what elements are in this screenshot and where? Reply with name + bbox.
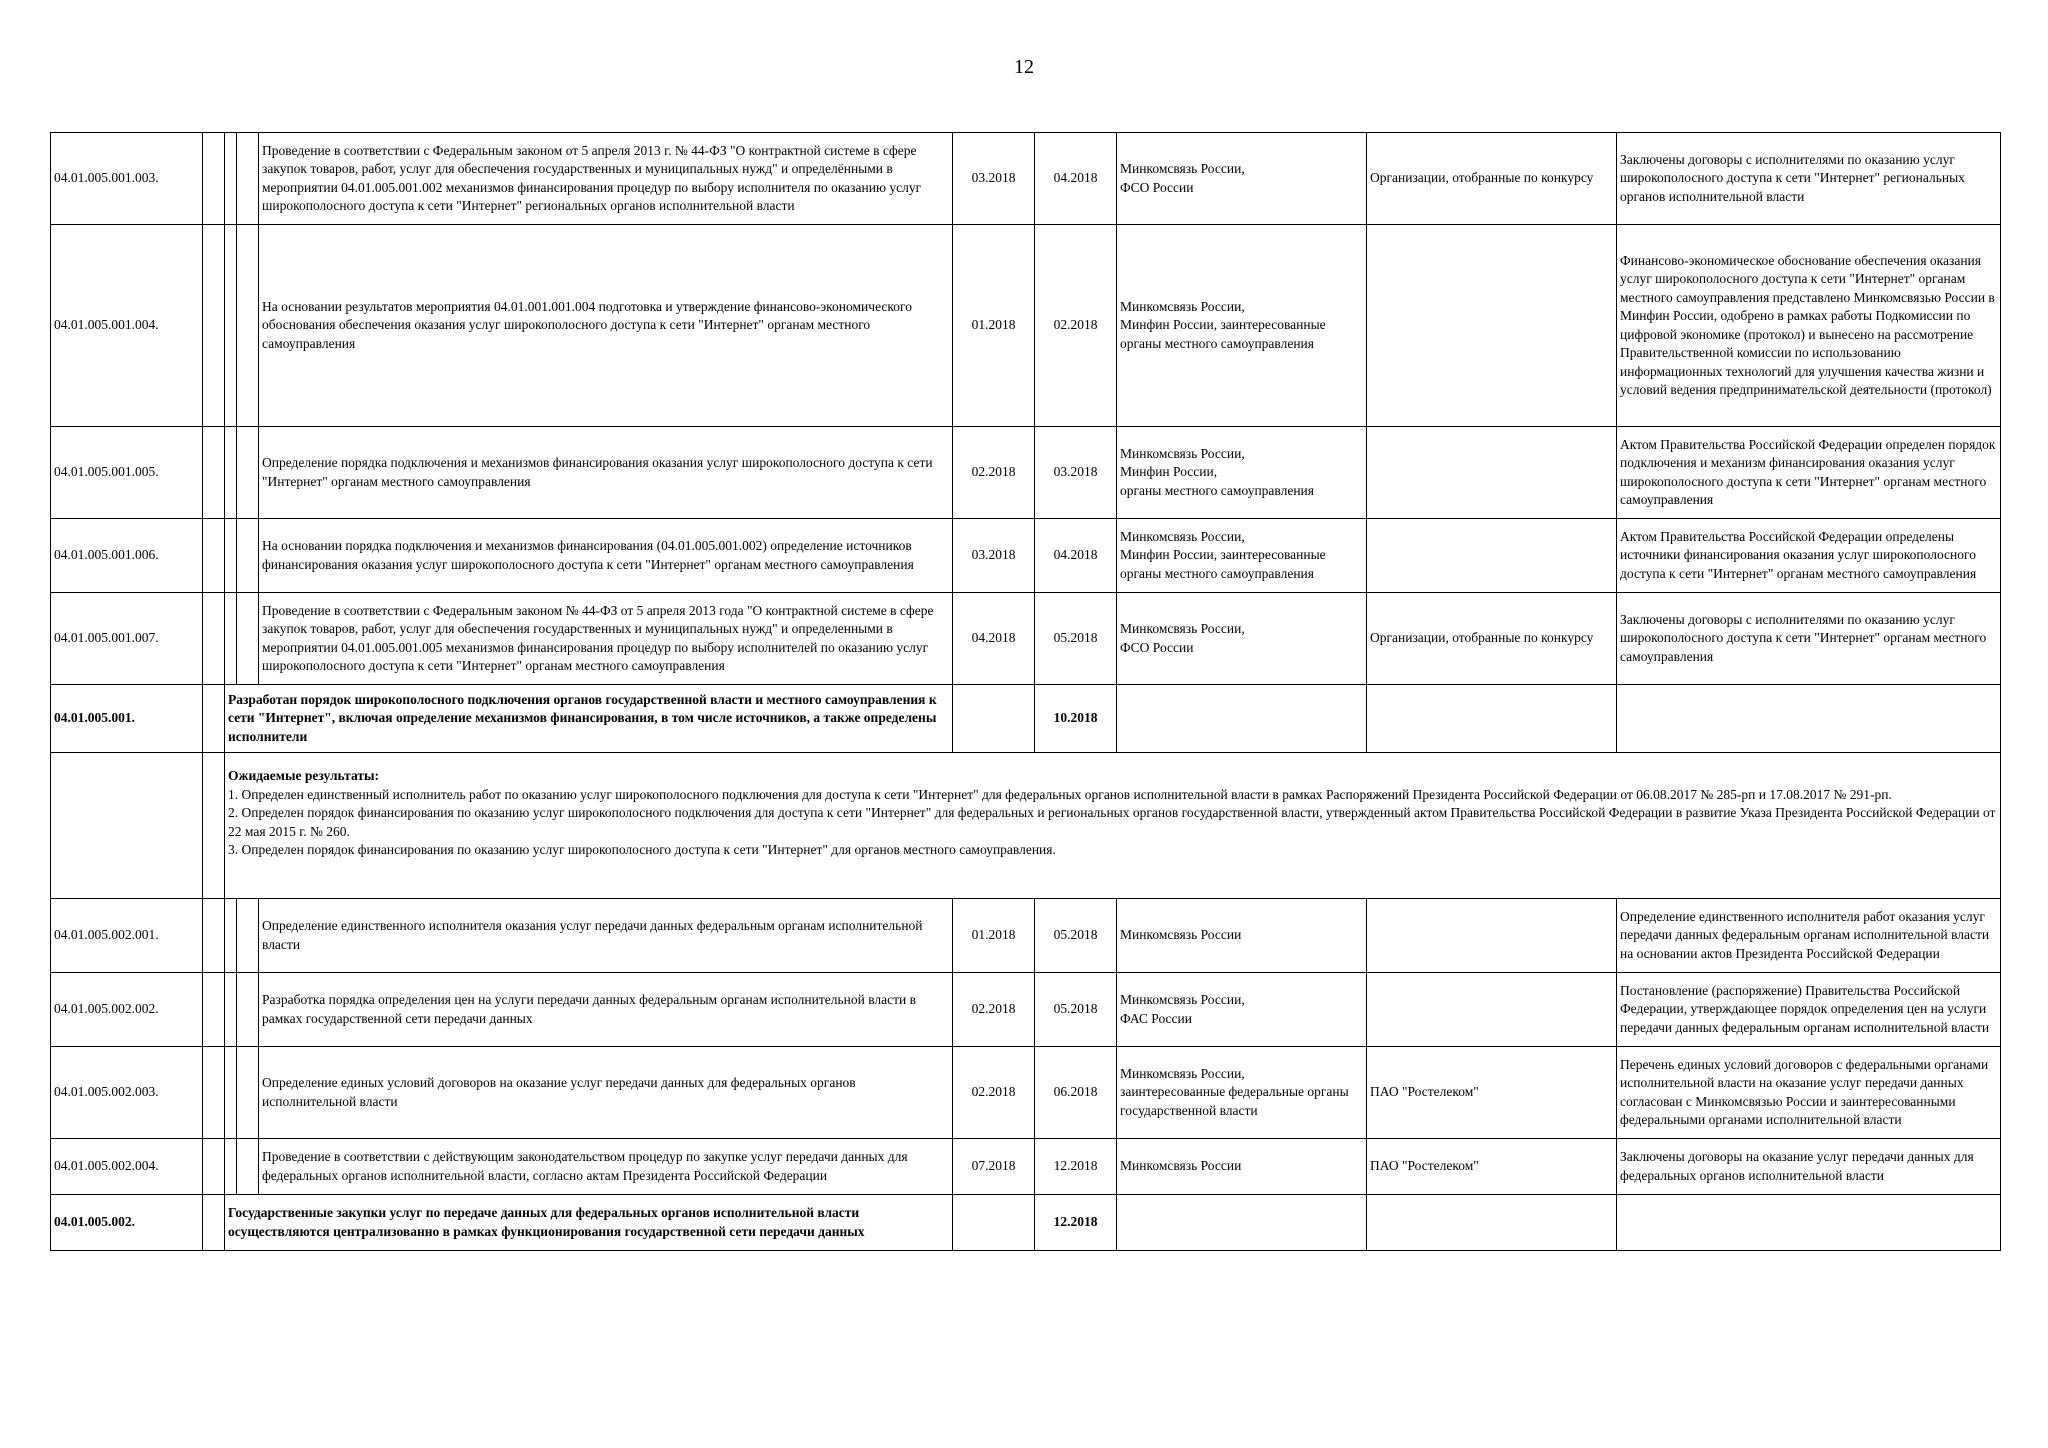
row-activity: На основании результатов мероприятия 04.01.001.001.004 подготовка и утверждение финансово-экономического обоснования обеспечения оказания услуг широкополосного доступа к сети "Интернет" органам местного самоуправления — [259, 225, 953, 427]
row-end-date: 03.2018 — [1035, 427, 1117, 519]
row-start-date: 07.2018 — [953, 1139, 1035, 1195]
summary-text: Государственные закупки услуг по передаче данных для федеральных органов исполнительной власти осуществляются централизованно в рамках функционирования государственной сети передачи данных — [225, 1195, 953, 1251]
table-row — [51, 1047, 2001, 1139]
row-result: Постановление (распоряжение) Правительства Российской Федерации, утверждающее порядок определения цен на услуги передачи данных федеральным органам исполнительной власти — [1617, 973, 2001, 1047]
row-activity: Проведение в соответствии с действующим законодательством процедур по закупке услуг передачи данных для федеральных органов исполнительной власти, согласно актам Президента Российской Федерации — [259, 1139, 953, 1195]
row-code: 04.01.005.002.004. — [51, 1139, 203, 1195]
row-result: Заключены договоры с исполнителями по оказанию услуг широкополосного доступа к сети "Интернет" региональных органов исполнительной власти — [1617, 133, 2001, 225]
summary-text: Разработан порядок широкополосного подключения органов государственной власти и местного самоуправления к сети "Интернет", включая определение механизмов финансирования, в том числе источников, а также определены исполнители — [225, 685, 953, 753]
row-responsible: Минкомсвязь России, Минфин России, органы местного самоуправления — [1117, 427, 1367, 519]
row-end-date: 06.2018 — [1035, 1047, 1117, 1139]
expected-results — [225, 753, 2001, 899]
row-responsible: Минкомсвязь России, Минфин России, заинтересованные органы местного самоуправления — [1117, 225, 1367, 427]
row-code: 04.01.005.001.003. — [51, 133, 203, 225]
row-code: 04.01.005.002.003. — [51, 1047, 203, 1139]
table-row — [51, 519, 2001, 593]
row-participants — [1367, 225, 1617, 427]
summary-code: 04.01.005.002. — [51, 1195, 203, 1251]
row-end-date: 04.2018 — [1035, 519, 1117, 593]
row-activity: Определение единых условий договоров на оказание услуг передачи данных для федеральных органов исполнительной власти — [259, 1047, 953, 1139]
table-row — [51, 899, 2001, 973]
row-result: Перечень единых условий договоров с федеральными органами исполнительной власти на оказание услуг передачи данных согласован с Минкомсвязью России и заинтересованными федеральными органами исполнительной власти — [1617, 1047, 2001, 1139]
summary-row — [51, 685, 2001, 753]
expected-result-item: 2. Определен порядок финансирования по оказанию услуг широкополосного подключения для доступа к сети "Интернет" для федеральных и региональных органов государственной власти, утвержденный актом Правительства Российской Федерации в развитие Указа Президента Российской Федерации от 22 мая 2015 г. № 260. — [228, 805, 1996, 839]
row-result: Заключены договоры с исполнителями по оказанию услуг широкополосного доступа к сети "Интернет" органам местного самоуправления — [1617, 593, 2001, 685]
row-code: 04.01.005.002.002. — [51, 973, 203, 1047]
summary-code: 04.01.005.001. — [51, 685, 203, 753]
row-start-date: 01.2018 — [953, 225, 1035, 427]
table-row — [51, 427, 2001, 519]
row-activity: Разработка порядка определения цен на услуги передачи данных федеральным органам исполнительной власти в рамках государственной сети передачи данных — [259, 973, 953, 1047]
row-code: 04.01.005.001.007. — [51, 593, 203, 685]
row-responsible: Минкомсвязь России, Минфин России, заинтересованные органы местного самоуправления — [1117, 519, 1367, 593]
row-start-date: 03.2018 — [953, 133, 1035, 225]
row-code: 04.01.005.001.006. — [51, 519, 203, 593]
table-row — [51, 133, 2001, 225]
row-start-date: 02.2018 — [953, 427, 1035, 519]
row-start-date: 04.2018 — [953, 593, 1035, 685]
row-result: Актом Правительства Российской Федерации определен порядок подключения и механизм финансирования оказания услуг широкополосного доступа к сети "Интернет" органам местного самоуправления — [1617, 427, 2001, 519]
expected-result-item: 3. Определен порядок финансирования по оказанию услуг широкополосного доступа к сети "Интернет" для органов местного самоуправления. — [228, 842, 1056, 857]
row-result: Определение единственного исполнителя работ оказания услуг передачи данных федеральным органам исполнительной власти на основании актов Президента Российской Федерации — [1617, 899, 2001, 973]
row-start-date: 02.2018 — [953, 973, 1035, 1047]
row-start-date: 01.2018 — [953, 899, 1035, 973]
row-result: Финансово-экономическое обоснование обеспечения оказания услуг широкополосного доступа к сети "Интернет" органам местного самоуправления представлено Минкомсвязью России в Минфин России, одобрено в рамках работы Подкомиссии по цифровой экономике (протокол) и вынесено на рассмотрение Правительственной комиссии по использованию информационных технологий для улучшения качества жизни и условий ведения предпринимательской деятельности (протокол) — [1617, 225, 2001, 427]
expected-result-item: 1. Определен единственный исполнитель работ по оказанию услуг широкополосного подключения для доступа к сети "Интернет" для федеральных органов исполнительной власти в рамках Распоряжений Президента Российской Федерации от 06.08.2017 № 285-рп и 17.08.2017 № 291-рп. — [228, 786, 1892, 802]
table-row — [51, 1139, 2001, 1195]
summary-end-date: 10.2018 — [1035, 685, 1117, 753]
row-responsible: Минкомсвязь России, ФСО России — [1117, 593, 1367, 685]
summary-row — [51, 1195, 2001, 1251]
row-end-date: 05.2018 — [1035, 973, 1117, 1047]
row-code: 04.01.005.001.005. — [51, 427, 203, 519]
row-code: 04.01.005.001.004. — [51, 225, 203, 427]
row-result: Актом Правительства Российской Федерации определены источники финансирования оказания услуг широкополосного доступа к сети "Интернет" органам местного самоуправления — [1617, 519, 2001, 593]
row-responsible: Минкомсвязь России — [1117, 899, 1367, 973]
row-activity: Проведение в соответствии с Федеральным законом от 5 апреля 2013 г. № 44-ФЗ "О контрактной системе в сфере закупок товаров, работ, услуг для обеспечения государственных и муниципальных нужд" и определёнными в мероприятии 04.01.005.001.002 механизмов финансирования процедур по выбору исполнителя по оказанию услуг широкополосного доступа к сети "Интернет" региональных органов исполнительной власти — [259, 133, 953, 225]
summary-end-date: 12.2018 — [1035, 1195, 1117, 1251]
row-responsible: Минкомсвязь России — [1117, 1139, 1367, 1195]
page-number: 12 — [1014, 56, 1034, 78]
table-row — [51, 225, 2001, 427]
row-code: 04.01.005.002.001. — [51, 899, 203, 973]
row-responsible: Минкомсвязь России, ФСО России — [1117, 133, 1367, 225]
row-participants — [1367, 973, 1617, 1047]
row-activity: Определение порядка подключения и механизмов финансирования оказания услуг широкополосного доступа к сети "Интернет" органам местного самоуправления — [259, 427, 953, 519]
row-end-date: 05.2018 — [1035, 593, 1117, 685]
row-participants: ПАО "Ростелеком" — [1367, 1139, 1617, 1195]
row-participants: ПАО "Ростелеком" — [1367, 1047, 1617, 1139]
row-participants: Организации, отобранные по конкурсу — [1367, 133, 1617, 225]
row-end-date: 12.2018 — [1035, 1139, 1117, 1195]
row-activity: На основании порядка подключения и механизмов финансирования (04.01.005.001.002) определение источников финансирования оказания услуг широкополосного доступа к сети "Интернет" органам местного самоуправления — [259, 519, 953, 593]
row-responsible: Минкомсвязь России, заинтересованные федеральные органы государственной власти — [1117, 1047, 1367, 1139]
table-row — [51, 593, 2001, 685]
expected-results-row — [51, 753, 2001, 899]
row-participants — [1367, 519, 1617, 593]
row-result: Заключены договоры на оказание услуг передачи данных для федеральных органов исполнительной власти — [1617, 1139, 2001, 1195]
row-participants — [1367, 899, 1617, 973]
row-end-date: 04.2018 — [1035, 133, 1117, 225]
row-start-date: 03.2018 — [953, 519, 1035, 593]
row-participants — [1367, 427, 1617, 519]
row-end-date: 02.2018 — [1035, 225, 1117, 427]
expected-results-label: Ожидаемые результаты: — [228, 768, 380, 783]
roadmap-table — [50, 132, 2001, 1251]
table-row — [51, 973, 2001, 1047]
row-activity: Определение единственного исполнителя оказания услуг передачи данных федеральным органам исполнительной власти — [259, 899, 953, 973]
row-participants: Организации, отобранные по конкурсу — [1367, 593, 1617, 685]
row-responsible: Минкомсвязь России, ФАС России — [1117, 973, 1367, 1047]
row-activity: Проведение в соответствии с Федеральным законом № 44-ФЗ от 5 апреля 2013 года "О контрактной системе в сфере закупок товаров, работ, услуг для обеспечения государственных и муниципальных нужд" и определенными в мероприятии 04.01.005.001.005 механизмов финансирования процедур по выбору исполнителей по оказанию услуг широкополосного доступа к сети "Интернет" органам местного самоуправления — [259, 593, 953, 685]
row-start-date: 02.2018 — [953, 1047, 1035, 1139]
row-end-date: 05.2018 — [1035, 899, 1117, 973]
